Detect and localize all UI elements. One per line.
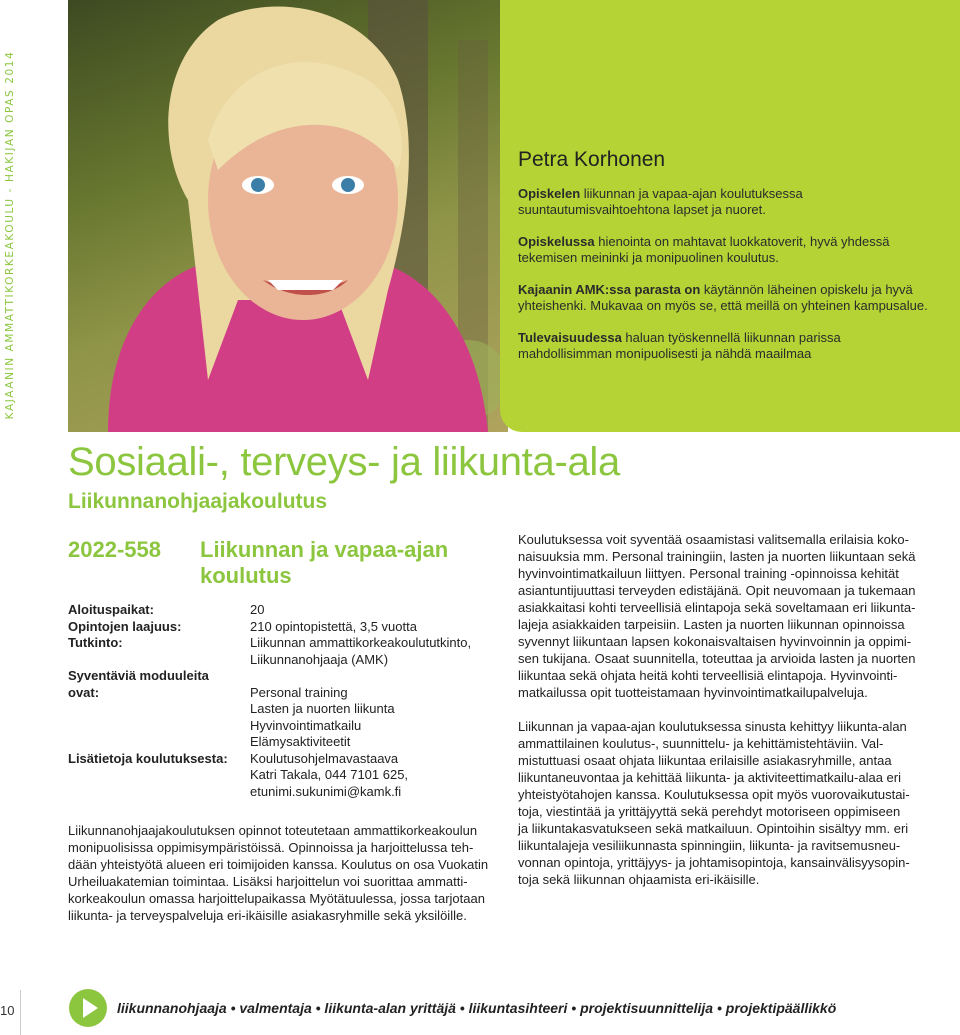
body-line: naisuuksia mm. Personal trainingiin, lasten ja nuorten liikuntaan sekä bbox=[518, 549, 916, 564]
body-line: sen tukijana. Osaat suunnitella, toteuttaa ja arvioida lasten ja nuorten bbox=[518, 651, 916, 666]
student-photo bbox=[68, 0, 508, 432]
body-line: monipuolisissa oppimisympäristöissä. Opinnoissa ja harjoittelussa teh- bbox=[68, 840, 474, 855]
body-line: liikuntalajeja vesiliikunnasta spinningiin, liikunta- ja ravitsemusneu- bbox=[518, 838, 901, 853]
body-paragraph bbox=[518, 718, 943, 888]
body-line: liikuntaa sekä ohjata heitä kohti terveellisiä elintapoja. Hyvinvointi- bbox=[518, 668, 898, 683]
info-label: Tutkinto: bbox=[68, 635, 123, 650]
info-label: Opintojen laajuus: bbox=[68, 618, 182, 634]
body-line: syvennyt liikuntaan lapsen kokonaisvaltaisen hyvinvoinnin ja oppimi- bbox=[518, 634, 912, 649]
profile-text: hienointa on mahtavat luokkatoverit, hyvä yhdessä tekemisen meininki ja monipuolinen koulutus. bbox=[518, 234, 890, 265]
contact-line: Katri Takala, 044 7101 625, bbox=[250, 767, 409, 782]
body-line: Liikunnanohjaajakoulutuksen opinnot toteutetaan ammattikorkeakoulun bbox=[68, 823, 478, 838]
body-line: hyvinvointimatkailuun liittyen. Personal training -opinnoissa kehität bbox=[518, 566, 899, 581]
course-code: 2022-558 bbox=[68, 537, 161, 562]
module-item: Personal training bbox=[250, 684, 348, 700]
profile-lead: Opiskelen bbox=[518, 186, 581, 201]
left-body-text bbox=[68, 822, 500, 924]
body-line: vonnan opintoja, yrittäjyys- ja johtamisopintoja, kansainvälisyysopin- bbox=[518, 855, 910, 870]
contact-email[interactable]: etunimi.sukunimi@kamk.fi bbox=[250, 783, 402, 799]
info-value: Liikunnan ammattikorkeakoulututkinto, bbox=[250, 635, 472, 650]
body-line: asiakkaitasi kohti terveellisiä elintapoja sekä soveltamaan eri liikunta- bbox=[518, 600, 916, 615]
body-line: toja, viestintää ja yrittäjyyttä sekä perehdyt motoriseen oppimiseen bbox=[518, 804, 901, 819]
profile-lead: Kajaanin AMK:ssa parasta on bbox=[518, 282, 701, 297]
page-number: 10 bbox=[0, 1003, 15, 1018]
side-label bbox=[0, 0, 20, 470]
course-name: Liikunnan ja vapaa-ajan koulutus bbox=[200, 537, 449, 588]
info-label: ovat: bbox=[68, 684, 100, 700]
info-value: 20 bbox=[250, 602, 265, 617]
info-label: Aloituspaikat: bbox=[68, 602, 154, 617]
body-line: matkailussa opit tuotteistamaan hyvinvointimatkailupalveluja. bbox=[518, 685, 868, 700]
info-row-lisatietoja bbox=[68, 751, 508, 801]
course-info bbox=[68, 602, 508, 800]
body-line: ammattilainen koulutus-, suunnittelu- ja kehittämistehtäviin. Val- bbox=[518, 736, 884, 751]
info-row-laajuus bbox=[68, 619, 508, 636]
side-label-text: KAJAANIN AMMATTIKORKEAKOULU - HAKIJAN OPAS 2014 bbox=[4, 50, 16, 420]
student-name: Petra Korhonen bbox=[518, 148, 666, 171]
info-label: Lisätietoja koulutuksesta: bbox=[68, 750, 228, 766]
info-label: Syventäviä moduuleita bbox=[68, 668, 209, 683]
info-row-aloituspaikat bbox=[68, 602, 508, 619]
profile-text: haluan työskennellä liikunnan parissa mahdollisimman monipuolisesti ja nähdä maailmaa bbox=[518, 330, 841, 361]
body-line: liikuntaneuvontaa ja kehittää liikunta- ja aktiviteettimatkailu-alaa eri bbox=[518, 770, 901, 785]
module-item: Hyvinvointimatkailu bbox=[250, 717, 362, 733]
section-title: Sosiaali-, terveys- ja liikunta-ala bbox=[68, 440, 620, 484]
profile-lead: Opiskelussa bbox=[518, 234, 595, 249]
student-profile bbox=[518, 148, 928, 378]
profile-lead: Tulevaisuudessa bbox=[518, 330, 622, 345]
student-portrait-illustration bbox=[68, 0, 508, 432]
profile-text: liikunnan ja vapaa-ajan koulutuksessa suuntautumisvaihtoehtona lapset ja nuoret. bbox=[518, 186, 803, 217]
career-list: liikunnanohjaaja • valmentaja • liikunta-alan yrittäjä • liikuntasihteeri • projektisuunnittelija • projektipäällikkö bbox=[117, 1000, 837, 1016]
section-subtitle: Liikunnanohjaajakoulutus bbox=[68, 490, 328, 513]
module-item: Lasten ja nuorten liikunta bbox=[250, 701, 395, 716]
play-icon bbox=[68, 988, 108, 1028]
info-row-moduulit bbox=[68, 668, 508, 685]
info-value: 210 opintopistettä, 3,5 vuotta bbox=[250, 618, 417, 634]
profile-paragraph bbox=[518, 234, 928, 266]
right-body-text bbox=[518, 531, 943, 905]
profile-paragraph bbox=[518, 282, 928, 314]
body-line: Urheiluakatemian toimintaa. Lisäksi harjoittelun voi suorittaa ammatti- bbox=[68, 874, 468, 889]
body-line: Liikunnan ja vapaa-ajan koulutuksessa sinusta kehittyy liikunta-alan bbox=[518, 719, 907, 734]
profile-paragraph bbox=[518, 186, 928, 218]
body-paragraph bbox=[518, 531, 943, 701]
module-item: Elämysaktiviteetit bbox=[250, 734, 351, 749]
body-line: liikunta- ja terveyspalveluja eri-ikäisille asiakasryhmille sekä yksilöille. bbox=[68, 908, 467, 923]
body-line: lajeja asiakkaiden tarpeisiin. Lasten ja nuorten liikunnan opinnoissa bbox=[518, 617, 905, 632]
body-line: toja sekä liikunnan ohjaamista eri-ikäisille. bbox=[518, 872, 760, 887]
footer-divider bbox=[20, 990, 21, 1035]
body-line: korkeakoulun omassa harjoittelupaikassa Myötätuulessa, jossa tarjotaan bbox=[68, 891, 485, 906]
body-line: mistuttuasi osaat ohjata liikuntaa erilaisille asiakasryhmille, antaa bbox=[518, 753, 892, 768]
profile-text: käytännön läheinen opiskelu ja hyvä yhteishenki. Mukavaa on myös se, että meillä on yhteinen kampusalue. bbox=[518, 282, 928, 313]
body-line: ja liikuntakasvatukseen sekä matkailuun. Opintoihin sisältyy mm. eri bbox=[518, 821, 909, 836]
info-value: Liikunnanohjaaja (AMK) bbox=[250, 651, 389, 667]
body-line: dään yhteistyötä alueen eri toimijoiden kanssa. Koulutus on osa Vuokatin bbox=[68, 857, 489, 872]
contact-line: Koulutusohjelmavastaava bbox=[250, 750, 399, 766]
info-row-moduulit-list bbox=[68, 685, 508, 751]
body-line: yhteistyötahojen kanssa. Koulutuksessa opit myös vuorovaikutustai- bbox=[518, 787, 910, 802]
profile-paragraph bbox=[518, 330, 928, 362]
body-line: asiantuntijuuttasi terveyden edistäjänä. Opit neuvomaan ja tukemaan bbox=[518, 583, 916, 598]
info-row-tutkinto bbox=[68, 635, 508, 668]
body-line: Koulutuksessa voit syventää osaamistasi valitsemalla erilaisia koko- bbox=[518, 532, 909, 547]
